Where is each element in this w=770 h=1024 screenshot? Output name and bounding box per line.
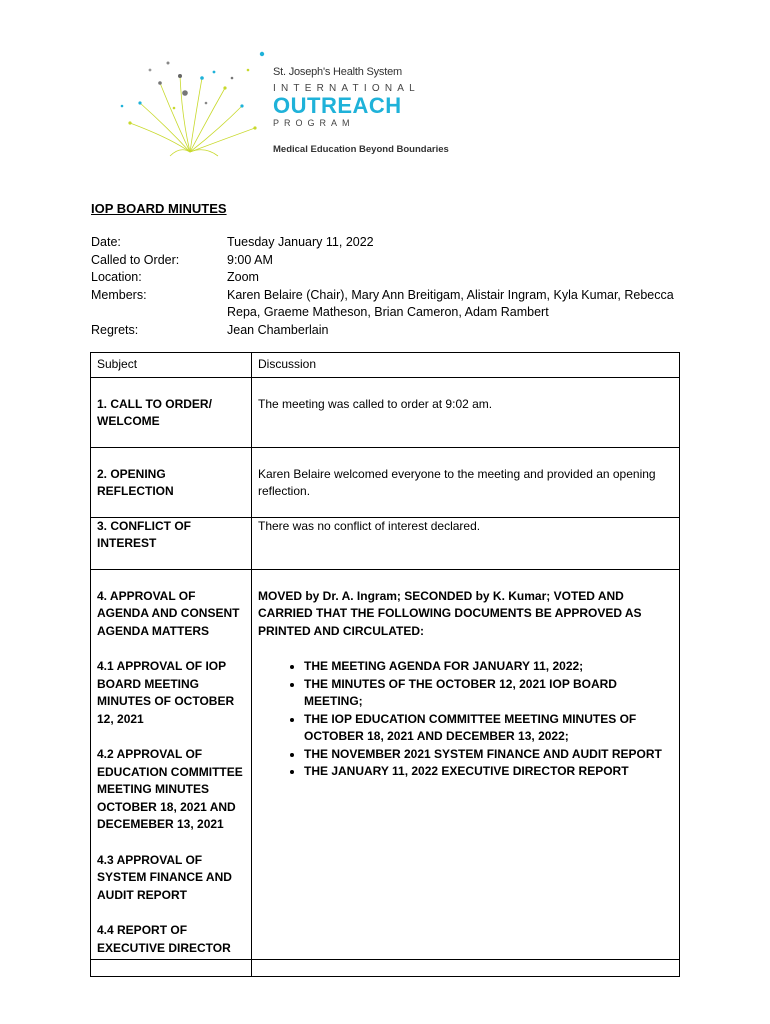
minutes-table: [90, 352, 680, 977]
meta-label: Called to Order:: [91, 252, 180, 267]
approval-subjects-cell: [91, 569, 252, 960]
meta-label: Date:: [91, 235, 121, 249]
motion-text: MOVED by Dr. A. Ingram; SECONDED by K. Kumar; VOTED AND CARRIED THAT THE FOLLOWING DOCUMENTS BE APPROVED AS PRINTED AND CIRCULATED:: [258, 588, 642, 638]
table-header-row: [91, 353, 680, 378]
meta-label: Location:: [91, 270, 142, 284]
subject-cell: 2. OPENING REFLECTION: [91, 447, 252, 517]
logo-system-name: St. Joseph's Health System: [273, 66, 402, 78]
subject-cell: 3. CONFLICT OF INTEREST: [91, 517, 252, 569]
document-title: IOP BOARD MINUTES: [91, 201, 227, 216]
meta-row-called-to-order: [91, 252, 679, 270]
meta-row-date: [91, 234, 679, 252]
meta-label: Regrets:: [91, 322, 139, 337]
logo-outreach: OUTREACH: [273, 93, 402, 118]
logo-program: PROGRAM: [273, 118, 355, 128]
meta-row-location: [91, 269, 679, 287]
meta-value: 9:00 AM: [227, 252, 273, 267]
table-row: [91, 517, 680, 569]
approval-discussion-cell: [252, 569, 680, 960]
discussion-cell: There was no conflict of interest declared.: [252, 517, 680, 569]
meta-value: Karen Belaire (Chair), Mary Ann Breitigam, Alistair Ingram, Kyla Kumar, Rebecca Repa, Graeme Matheson, Brian Cameron, Adam Rambert: [227, 287, 674, 319]
logo-international: INTERNATIONAL: [273, 83, 420, 94]
discussion-cell: The meeting was called to order at 9:02 am.: [252, 377, 680, 447]
subject-item: 4.3 APPROVAL OF SYSTEM FINANCE AND AUDIT REPORT: [97, 852, 232, 902]
logo-tagline: Medical Education Beyond Boundaries: [273, 144, 449, 155]
subject-item: 4.2 APPROVAL OF EDUCATION COMMITTEE MEETING MINUTES OCTOBER 18, 2021 AND DECEMEBER 13, 2021: [97, 747, 243, 831]
meta-value: Tuesday January 11, 2022: [227, 235, 374, 249]
list-item: • THE IOP EDUCATION COMMITTEE MEETING MINUTES OF OCTOBER 18, 2021 AND DECEMBER 13, 2022;: [304, 711, 673, 746]
list-item: • THE MEETING AGENDA FOR JANUARY 11, 2022;: [304, 658, 673, 676]
meta-row-members: [91, 287, 679, 322]
list-item: • THE JANUARY 11, 2022 EXECUTIVE DIRECTOR REPORT: [304, 763, 673, 781]
empty-cell: [91, 960, 252, 977]
empty-cell: [252, 960, 680, 977]
subject-item: 4. APPROVAL OF AGENDA AND CONSENT AGENDA MATTERS: [97, 588, 240, 638]
table-row: [91, 377, 680, 447]
meta-value: Jean Chamberlain: [227, 322, 329, 337]
subject-item: 4.4 REPORT OF EXECUTIVE DIRECTOR: [97, 923, 231, 955]
header-subject: Subject: [91, 353, 252, 378]
table-row-approval: [91, 569, 680, 960]
approved-documents-list: [258, 658, 673, 781]
list-item: • THE MINUTES OF THE OCTOBER 12, 2021 IOP BOARD MEETING;: [304, 676, 673, 711]
table-row: [91, 447, 680, 517]
meeting-details: [91, 234, 679, 339]
list-item: • THE NOVEMBER 2021 SYSTEM FINANCE AND AUDIT REPORT: [304, 746, 673, 764]
subject-item: 4.1 APPROVAL OF IOP BOARD MEETING MINUTES OF OCTOBER 12, 2021: [97, 659, 235, 726]
discussion-cell: Karen Belaire welcomed everyone to the meeting and provided an opening reflection.: [252, 447, 680, 517]
logo: [110, 48, 510, 163]
table-row-empty: [91, 960, 680, 977]
meta-value: Zoom: [227, 270, 259, 284]
header-discussion: Discussion: [252, 353, 680, 378]
subject-cell: 1. CALL TO ORDER/ WELCOME: [91, 377, 252, 447]
dandelion-logo-icon: [110, 48, 270, 160]
meta-row-regrets: [91, 322, 679, 340]
meta-label: Members:: [91, 287, 147, 302]
